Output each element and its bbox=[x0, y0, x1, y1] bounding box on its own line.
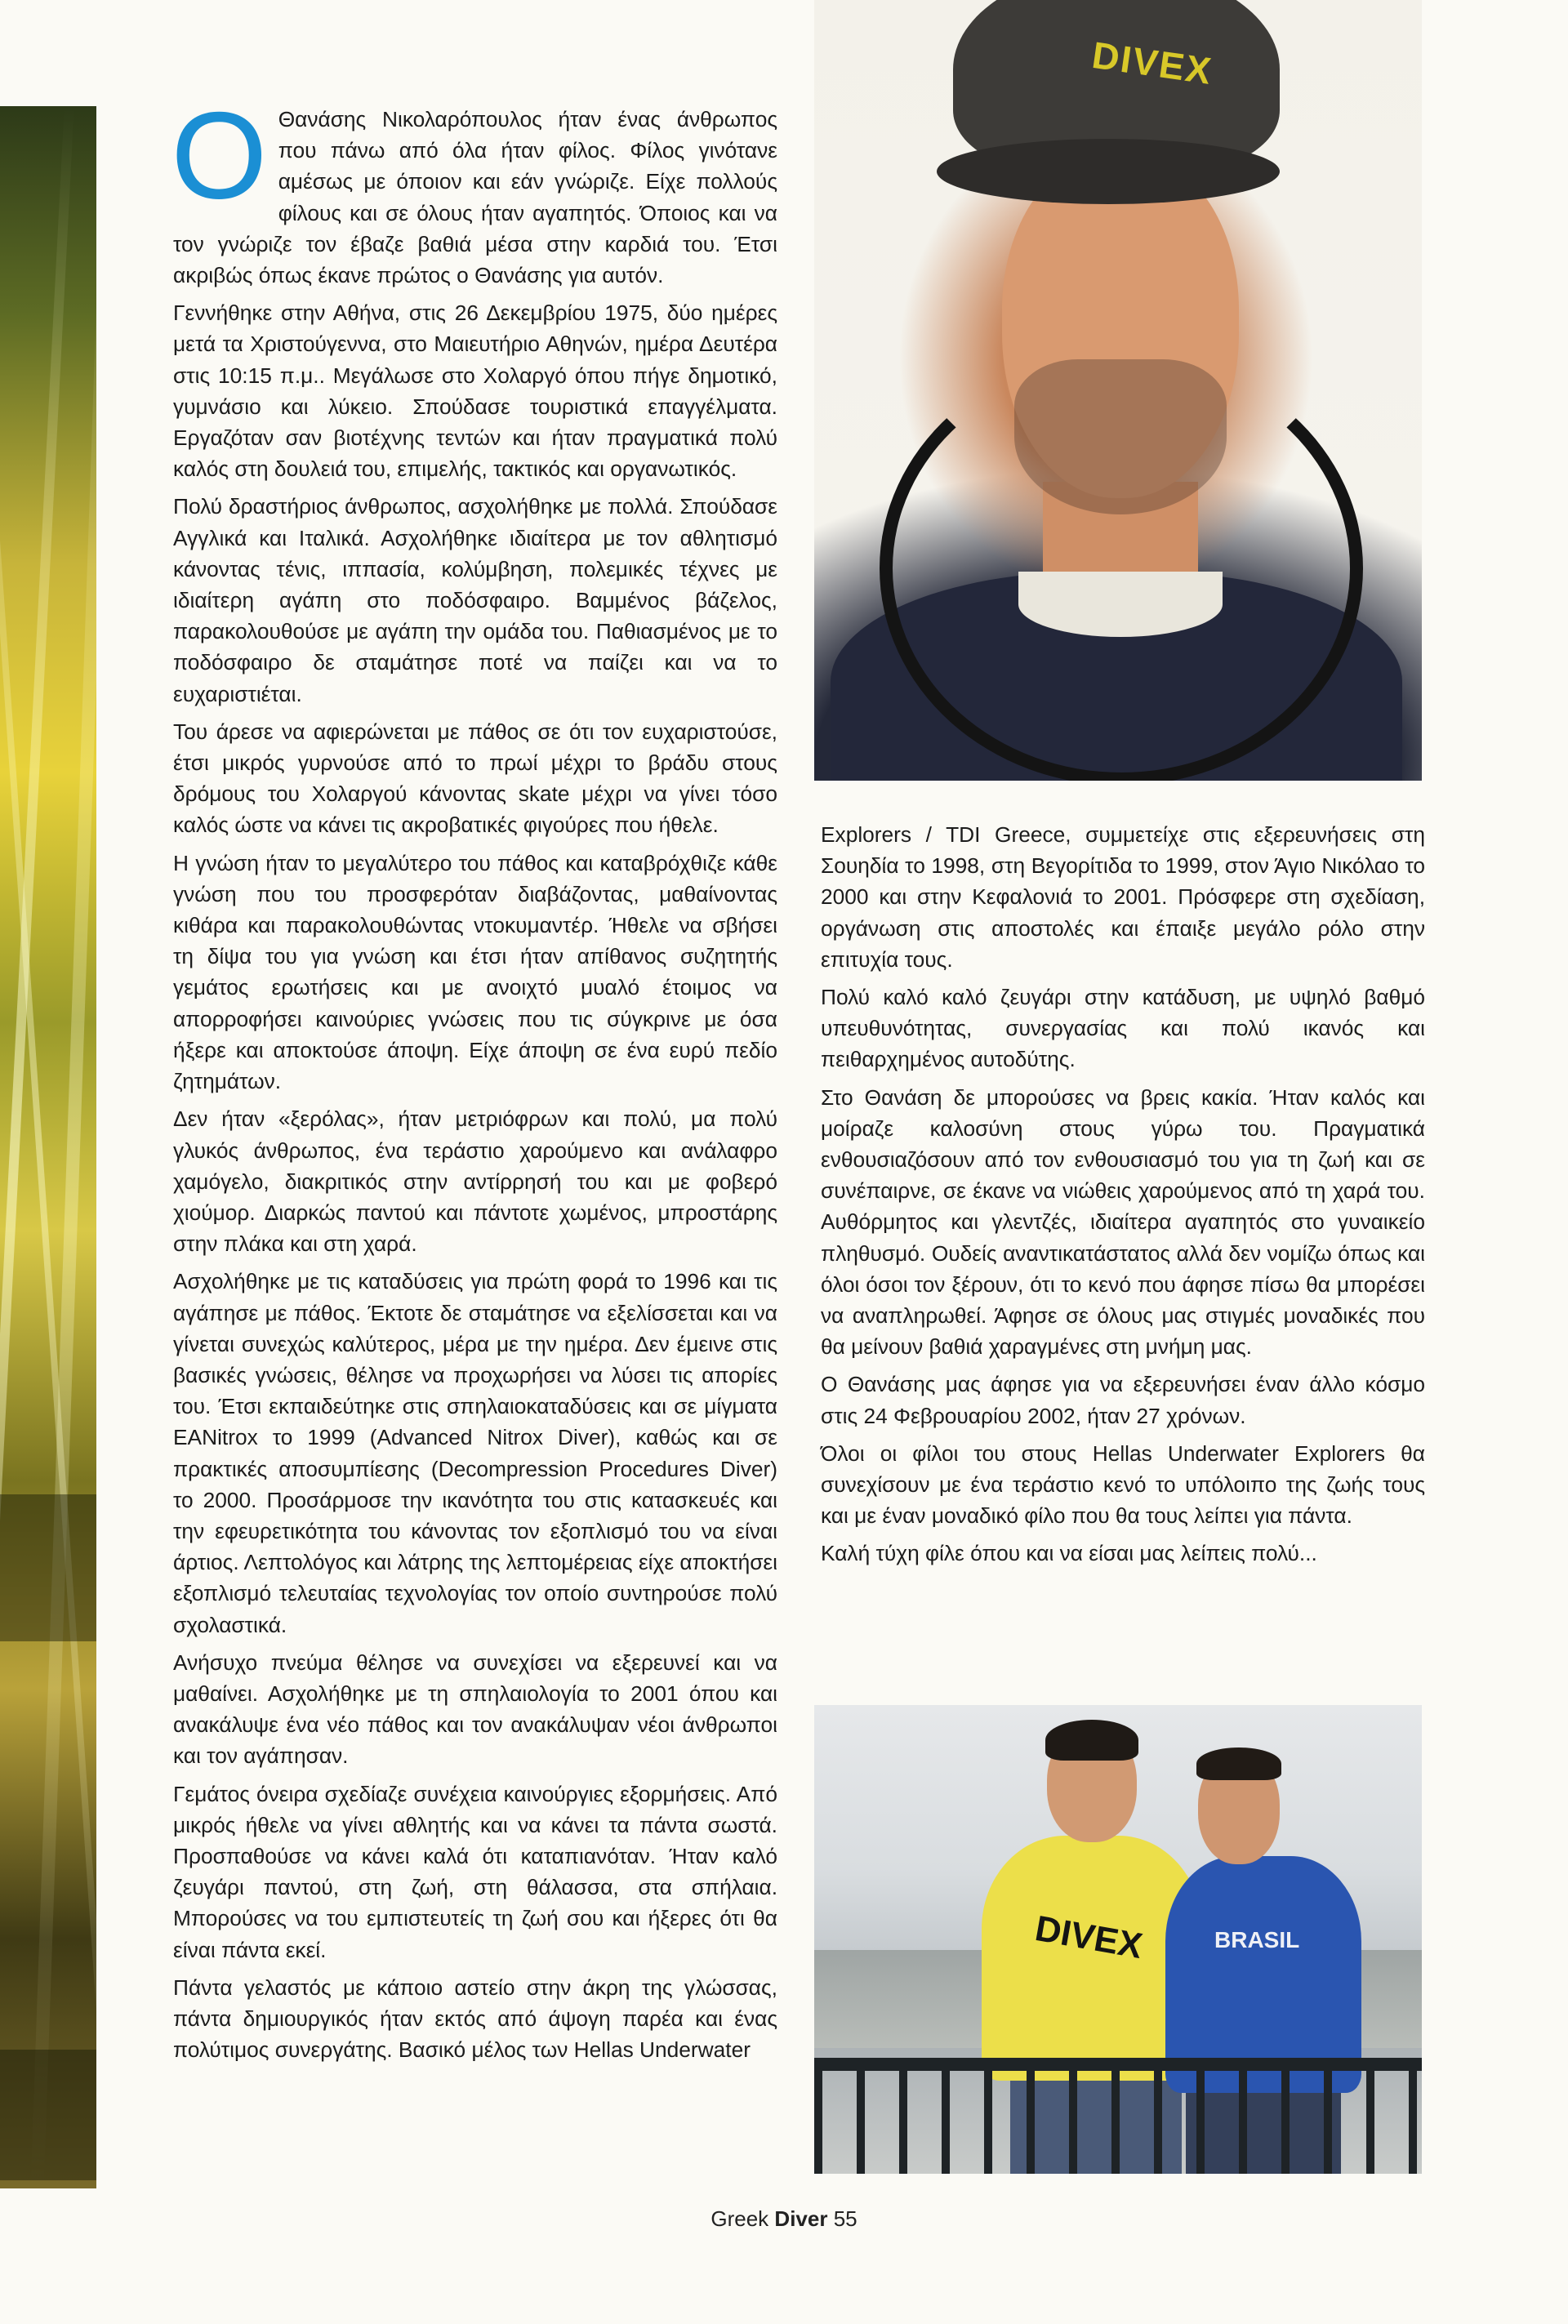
paragraph: Πολύ δραστήριος άνθρωπος, ασχολήθηκε με πολλά. Σπούδασε Αγγλικά και Ιταλικά. Ασχολήθηκε ιδιαίτερα με τον αθλητισμό κάνοντας τένις, ιππασία, κολύμβηση, πολεμικές τέχνες με ιδιαίτερη αγάπη στο ποδόσφαιρο. Βαμμένος βάζελος, παρακολουθούσε με αγάπη την ομάδα του. Παθιασμένος με το ποδόσφαιρο δε σταμάτησε ποτέ να παίζει και να το ευχαριστιέται. bbox=[173, 494, 777, 706]
paragraph: Θανάσης Νικολαρόπουλος ήταν ένας άνθρωπος που πάνω από όλα ήταν φίλος. Φίλος γινότανε αμέσως με όποιον και εάν γνώριζε. Είχε πολλούς φίλους και σε όλους ήταν αγαπητός. Όποιος και να τον γνώριζε τον έβαζε βαθιά μέσα στην καρδιά του. Έτσι ακριβώς όπως έκανε πρώτος ο Θανάσης για αυτόν. bbox=[173, 107, 777, 288]
paragraph: Καλή τύχη φίλε όπου και να είσαι μας λείπεις πολύ... bbox=[821, 1541, 1317, 1566]
paragraph: Ασχολήθηκε με τις καταδύσεις για πρώτη φορά το 1996 και τις αγάπησε με πάθος. Έκτοτε δε σταμάτησε να εξελίσσεται και να γίνεται συνεχώς καλύτερος, μέρα με την ημέρα. Δεν έμεινε στις βασικές γνώσεις, θέλησε να προχωρήσει να λύσει τις απορίες του. Έτσι εκπαιδεύτηκε στις σπηλαιοκαταδύσεις και σε μίγματα EANitrox το 1999 (Advanced Nitrox Diver), καθώς και σε πρακτικές αποσυμπίεσης (Decompression Procedures Diver) το 2000. Προσάρμοσε την ικανότητα του στις κατασκευές και την εφευρετικότητα του κάνοντας τον εξοπλισμό του να είναι άρτιος. Λεπτολόγος και λάτρης της λεπτομέρειας είχε αποκτήσει εξοπλισμό τελευταίας τεχνολογίας τον οποίο συντηρούσε πολύ σχολαστικά. bbox=[173, 1269, 777, 1637]
paragraph: Γεμάτος όνειρα σχεδίαζε συνέχεια καινούργιες εξορμήσεις. Από μικρός ήθελε να γίνει αθλητής και να κάνει τα πάντα σωστά. Προσπαθούσε να κάνει καλά ότι καταπιανόταν. Ήταν καλό ζευγάρι παντού, στη ζωή, στη θάλασσα, στα σπήλαια. Μπορούσες να του εμπιστευτείς τη ζωή σου και ήξερες ότι θα είναι πάντα εκεί. bbox=[173, 1781, 777, 1962]
cap-logo: DIVEX bbox=[1089, 33, 1215, 93]
left-edge-photo-strip bbox=[0, 106, 96, 2188]
magazine-name: Diver bbox=[774, 2206, 828, 2231]
article-left-column bbox=[172, 87, 777, 2072]
shirt-logo-left: DIVEX bbox=[1031, 1908, 1146, 1967]
duo-photo bbox=[814, 1705, 1422, 2174]
paragraph: Explorers / TDI Greece, συμμετείχε στις εξερευνήσεις στη Σουηδία το 1998, στη Βεγορίτιδα το 1999, στον Άγιο Νικόλαο το 2000 και στην Κεφαλονιά το 2001. Πρόσφερε στη σχεδίαση, οργάνωση στις αποστολές και έπαιξε μεγάλο ρόλο στην επιτυχία τους. bbox=[821, 822, 1425, 972]
paragraph: Του άρεσε να αφιερώνεται με πάθος σε ότι τον ευχαριστούσε, έτσι μικρός γυρνούσε από το πρωί μέχρι το βράδυ στους δρόμους του Χολαργού κάνοντας skate μέχρι να γίνει τόσο καλός ώστε να κάνει τις ακροβατικές φιγούρες που ήθελε. bbox=[173, 719, 777, 838]
paragraph: Η γνώση ήταν το μεγαλύτερο του πάθος και καταβρόχθιζε κάθε γνώση που του προσφερόταν διαβάζοντας, μαθαίνοντας κιθάρα και παρακολουθώντας ντοκυμαντέρ. Ήθελε να σβήσει τη δίψα του για γνώση και έτσι ήταν απίθανος συζητητής γεμάτος ερωτήσεις και με ανοιχτό μυαλό έτοιμος να απορροφήσει καινούριες γνώσεις που τις σύγκρινε με όσα ήξερε και αποκτούσε άποψη. Είχε άποψη σε ένα ευρύ πεδίο ζητημάτων. bbox=[173, 850, 777, 1094]
paragraph: Ο Θανάσης μας άφησε για να εξερευνήσει έναν άλλο κόσμο στις 24 Φεβρουαρίου 2002, ήταν 27 χρόνων. bbox=[821, 1372, 1425, 1428]
portrait-photo bbox=[814, 0, 1422, 781]
paragraph: Ανήσυχο πνεύμα θέλησε να συνεχίσει να εξερευνεί και να μαθαίνει. Ασχολήθηκε με τη σπηλαιολογία το 2001 όπου και ανακάλυψε ένα νέο πάθος και τον ανακάλυψαν νέοι άνθρωποι και τον αγάπησαν. bbox=[173, 1650, 777, 1769]
page-number: 55 bbox=[833, 2206, 858, 2231]
paragraph: Δεν ήταν «ξερόλας», ήταν μετριόφρων και πολύ, μα πολύ γλυκός άνθρωπος, ένα τεράστιο χαρούμενο και ανάλαφρο χαμόγελο, διακριτικός στην αντίρρησή του και με φοβερό χιούμορ. Διαρκώς παντού και πάντοτε χωμένος, μπροστάρης στην πλάκα και στη χαρά. bbox=[173, 1106, 777, 1257]
paragraph: Πάντα γελαστός με κάποιο αστείο στην άκρη της γλώσσας, πάντα δημιουργικός ήταν εκτός από άψογη παρέα και ένας πολύτιμος συνεργάτης. Βασικό μέλος των Hellas Underwater bbox=[173, 1975, 777, 2063]
page-footer bbox=[0, 2206, 1568, 2232]
article-right-column bbox=[821, 819, 1425, 1576]
magazine-prefix: Greek bbox=[710, 2206, 769, 2231]
shirt-logo-right: BRASIL bbox=[1214, 1927, 1300, 1952]
drop-cap: Ο bbox=[172, 87, 267, 224]
paragraph: Πολύ καλό καλό ζευγάρι στην κατάδυση, με υψηλό βαθμό υπευθυνότητας, συνεργασίας και πολύ ικανός και πειθαρχημένος αυτοδύτης. bbox=[821, 985, 1425, 1072]
paragraph: Όλοι οι φίλοι του στους Hellas Underwater Explorers θα συνεχίσουν με ένα τεράστιο κενό το υπόλοιπο της ζωής τους και με έναν μοναδικό φίλο που θα τους λείπει για πάντα. bbox=[821, 1440, 1425, 1529]
paragraph: Στο Θανάση δε μπορούσες να βρεις κακία. Ήταν καλός και μοίραζε καλοσύνη στους γύρω του. Πραγματικά ενθουσιαζόσουν από τον ενθουσιασμό του για τη ζωή και σε συνέπαιρνε, σε έκανε να νιώθεις χαρούμενος από τη χαρά του. Αυθόρμητος και γλεντζές, ιδιαίτερα αγαπητός στο γυναικείο πληθυσμό. Ουδείς αναντικατάστατος αλλά δεν νομίζω όπως και όλοι όσοι τον ξέρουν, ότι το κενό που άφησε πίσω θα μπορέσει να αναπληρωθεί. Άφησε σε όλους μας στιγμές μοναδικές που θα μείνουν βαθιά χαραγμένες στη μνήμη μας. bbox=[821, 1084, 1425, 1360]
paragraph: Γεννήθηκε στην Αθήνα, στις 26 Δεκεμβρίου 1975, δύο ημέρες μετά τα Χριστούγεννα, στο Μαιευτήριο Αθηνών, ημέρα Δευτέρα στις 10:15 π.μ.. Μεγάλωσε στο Χολαργό όπου πήγε δημοτικό, γυμνάσιο και λύκειο. Σπούδασε τουριστικά επαγγέλματα. Εργαζόταν σαν βιοτέχνης τεντών και ήταν πραγματικά πολύ καλός στη δουλειά του, επιμελής, τακτικός και οργανωτικός. bbox=[173, 301, 777, 482]
